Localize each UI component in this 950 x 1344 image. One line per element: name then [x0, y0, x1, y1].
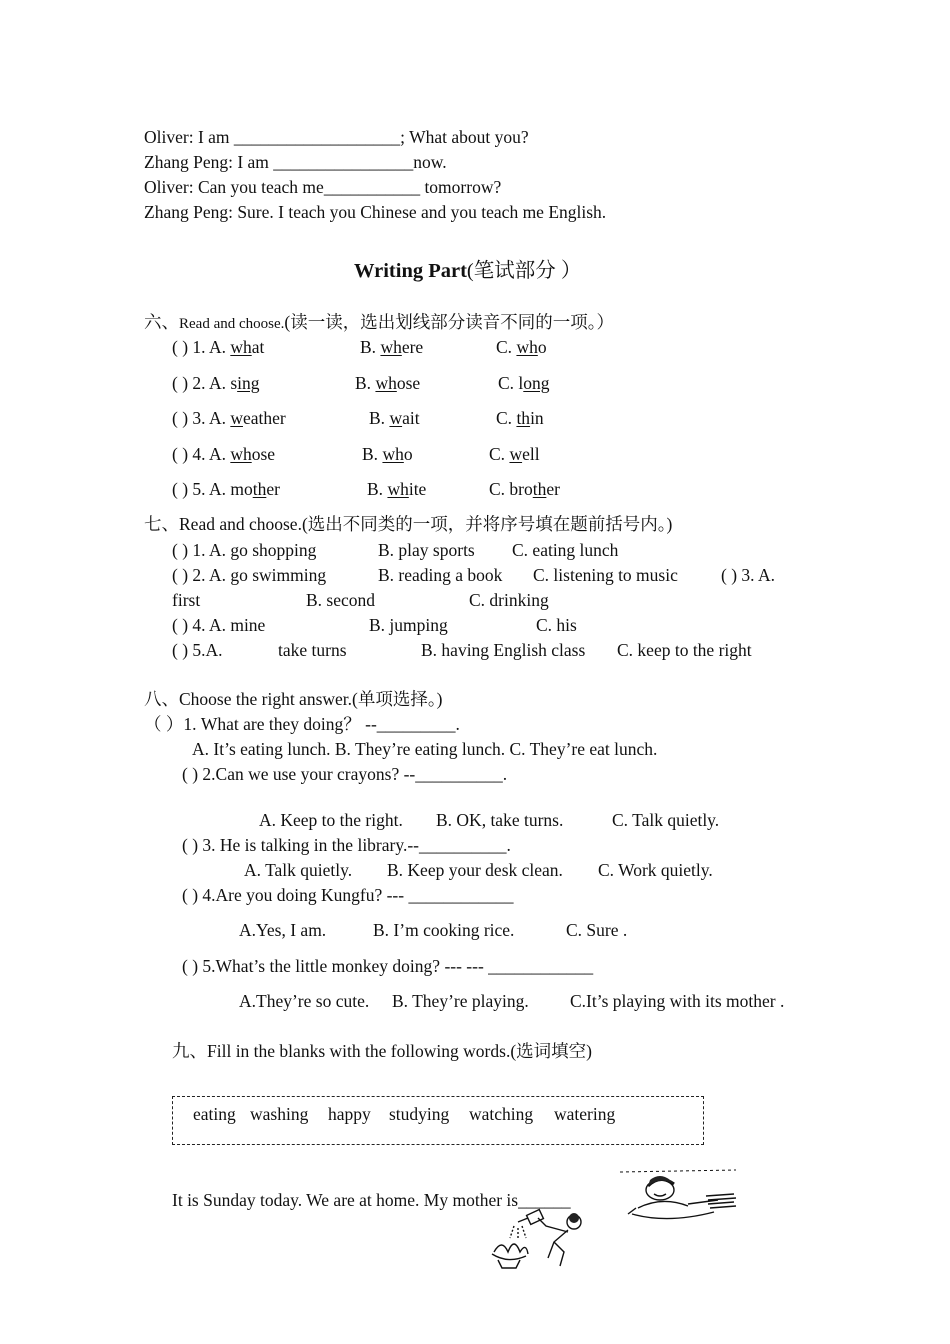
s7-q3-c: C. drinking — [469, 590, 549, 610]
s8-q3: ( ) 3. He is talking in the library.--__________. — [182, 835, 511, 855]
s6-q3-b: B. wait — [369, 408, 420, 428]
s8-q5-c: C.It’s playing with its mother . — [570, 991, 785, 1011]
s7-q1-c: C. eating lunch — [512, 540, 619, 560]
s7-q4-c: C. his — [536, 615, 577, 635]
s7-q5-num: ( ) 5.A. — [172, 640, 223, 660]
word-bank-eating: eating — [193, 1104, 236, 1124]
s6-q5-b: B. white — [367, 479, 427, 499]
s8-q2: ( ) 2.Can we use your crayons? --__________. — [182, 764, 508, 784]
s8-q4-a: A.Yes, I am. — [239, 920, 327, 940]
s7-q2-a: ( ) 2. A. go swimming — [172, 565, 327, 585]
word-bank-watching: watching — [469, 1104, 534, 1124]
s6-q3-c: C. thin — [496, 408, 544, 428]
section8-heading: 八、Choose the right answer.(单项选择。) — [144, 689, 443, 709]
word-bank-washing: washing — [250, 1104, 309, 1124]
s6-q1: ( ) 1. A. what — [172, 337, 265, 357]
s7-q5-b: B. having English class — [421, 640, 586, 660]
s7-q5-c: C. keep to the right — [617, 640, 752, 660]
s7-q4-b: B. jumping — [369, 615, 448, 635]
s8-q5: ( ) 5.What’s the little monkey doing? --- --- ____________ — [182, 956, 594, 976]
s7-q5-a: take turns — [278, 640, 347, 660]
s7-q3-a: first — [172, 590, 201, 610]
s8-q4: ( ) 4.Are you doing Kungfu? --- ____________ — [182, 885, 514, 905]
s8-q4-b: B. I’m cooking rice. — [373, 920, 515, 940]
s6-q2-c: C. long — [498, 373, 550, 393]
s6-q2: ( ) 2. A. sing — [172, 373, 260, 393]
section7-heading: 七、Read and choose.(选出不同类的一项，并将序号填在题前括号内。) — [144, 514, 673, 534]
s7-q3-b: B. second — [306, 590, 376, 610]
story-sentence-1: It is Sunday today. We are at home. My mother is______ — [172, 1190, 571, 1210]
dialogue-line-3: Oliver: Can you teach me___________ tomorrow? — [144, 177, 502, 197]
s8-q1-options: A. It’s eating lunch. B. They’re eating lunch. C. They’re eat lunch. — [192, 739, 658, 759]
s8-q1: （ ）1. What are they doing？ --_________. — [144, 714, 460, 734]
s7-q3-start: ( ) 3. A. — [721, 565, 775, 585]
s8-q5-b: B. They’re playing. — [392, 991, 529, 1011]
s8-q3-a: A. Talk quietly. — [244, 860, 353, 880]
s6-q4-b: B. who — [362, 444, 413, 464]
s6-q3: ( ) 3. A. weather — [172, 408, 286, 428]
word-bank-studying: studying — [389, 1104, 450, 1124]
s7-q1-a: ( ) 1. A. go shopping — [172, 540, 317, 560]
s6-q2-b: B. whose — [355, 373, 421, 393]
page-title: Writing Part(笔试部分 ） — [354, 260, 582, 282]
boy-watering-plants-illustration — [488, 1208, 588, 1270]
section9-heading: 九、Fill in the blanks with the following words.(选词填空) — [172, 1041, 592, 1061]
s8-q5-a: A.They’re so cute. — [239, 991, 370, 1011]
dialogue-line-1: Oliver: I am ___________________; What about you? — [144, 127, 529, 147]
word-bank-watering: watering — [554, 1104, 616, 1124]
s6-q1-b: B. where — [360, 337, 424, 357]
s6-q1-c: C. who — [496, 337, 547, 357]
s8-q3-c: C. Work quietly. — [598, 860, 713, 880]
s7-q2-c: C. listening to music — [533, 565, 678, 585]
word-bank-happy: happy — [328, 1104, 371, 1124]
s8-q4-c: C. Sure . — [566, 920, 628, 940]
s6-q4-c: C. well — [489, 444, 540, 464]
s8-q2-c: C. Talk quietly. — [612, 810, 720, 830]
s6-q5: ( ) 5. A. mother — [172, 479, 280, 499]
s7-q2-b: B. reading a book — [378, 565, 503, 585]
dialogue-line-2: Zhang Peng: I am ________________now. — [144, 152, 447, 172]
s8-q2-b: B. OK, take turns. — [436, 810, 564, 830]
dialogue-line-4: Zhang Peng: Sure. I teach you Chinese and you teach me English. — [144, 202, 607, 222]
s7-q4-a: ( ) 4. A. mine — [172, 615, 266, 635]
s8-q3-b: B. Keep your desk clean. — [387, 860, 563, 880]
s6-q4: ( ) 4. A. whose — [172, 444, 276, 464]
section6-heading: 六、Read and choose.(读一读，选出划线部分读音不同的一项。） — [144, 312, 614, 332]
s8-q2-a: A. Keep to the right. — [259, 810, 403, 830]
s6-q5-c: C. brother — [489, 479, 560, 499]
s7-q1-b: B. play sports — [378, 540, 475, 560]
mother-washing-dishes-illustration — [618, 1168, 740, 1228]
